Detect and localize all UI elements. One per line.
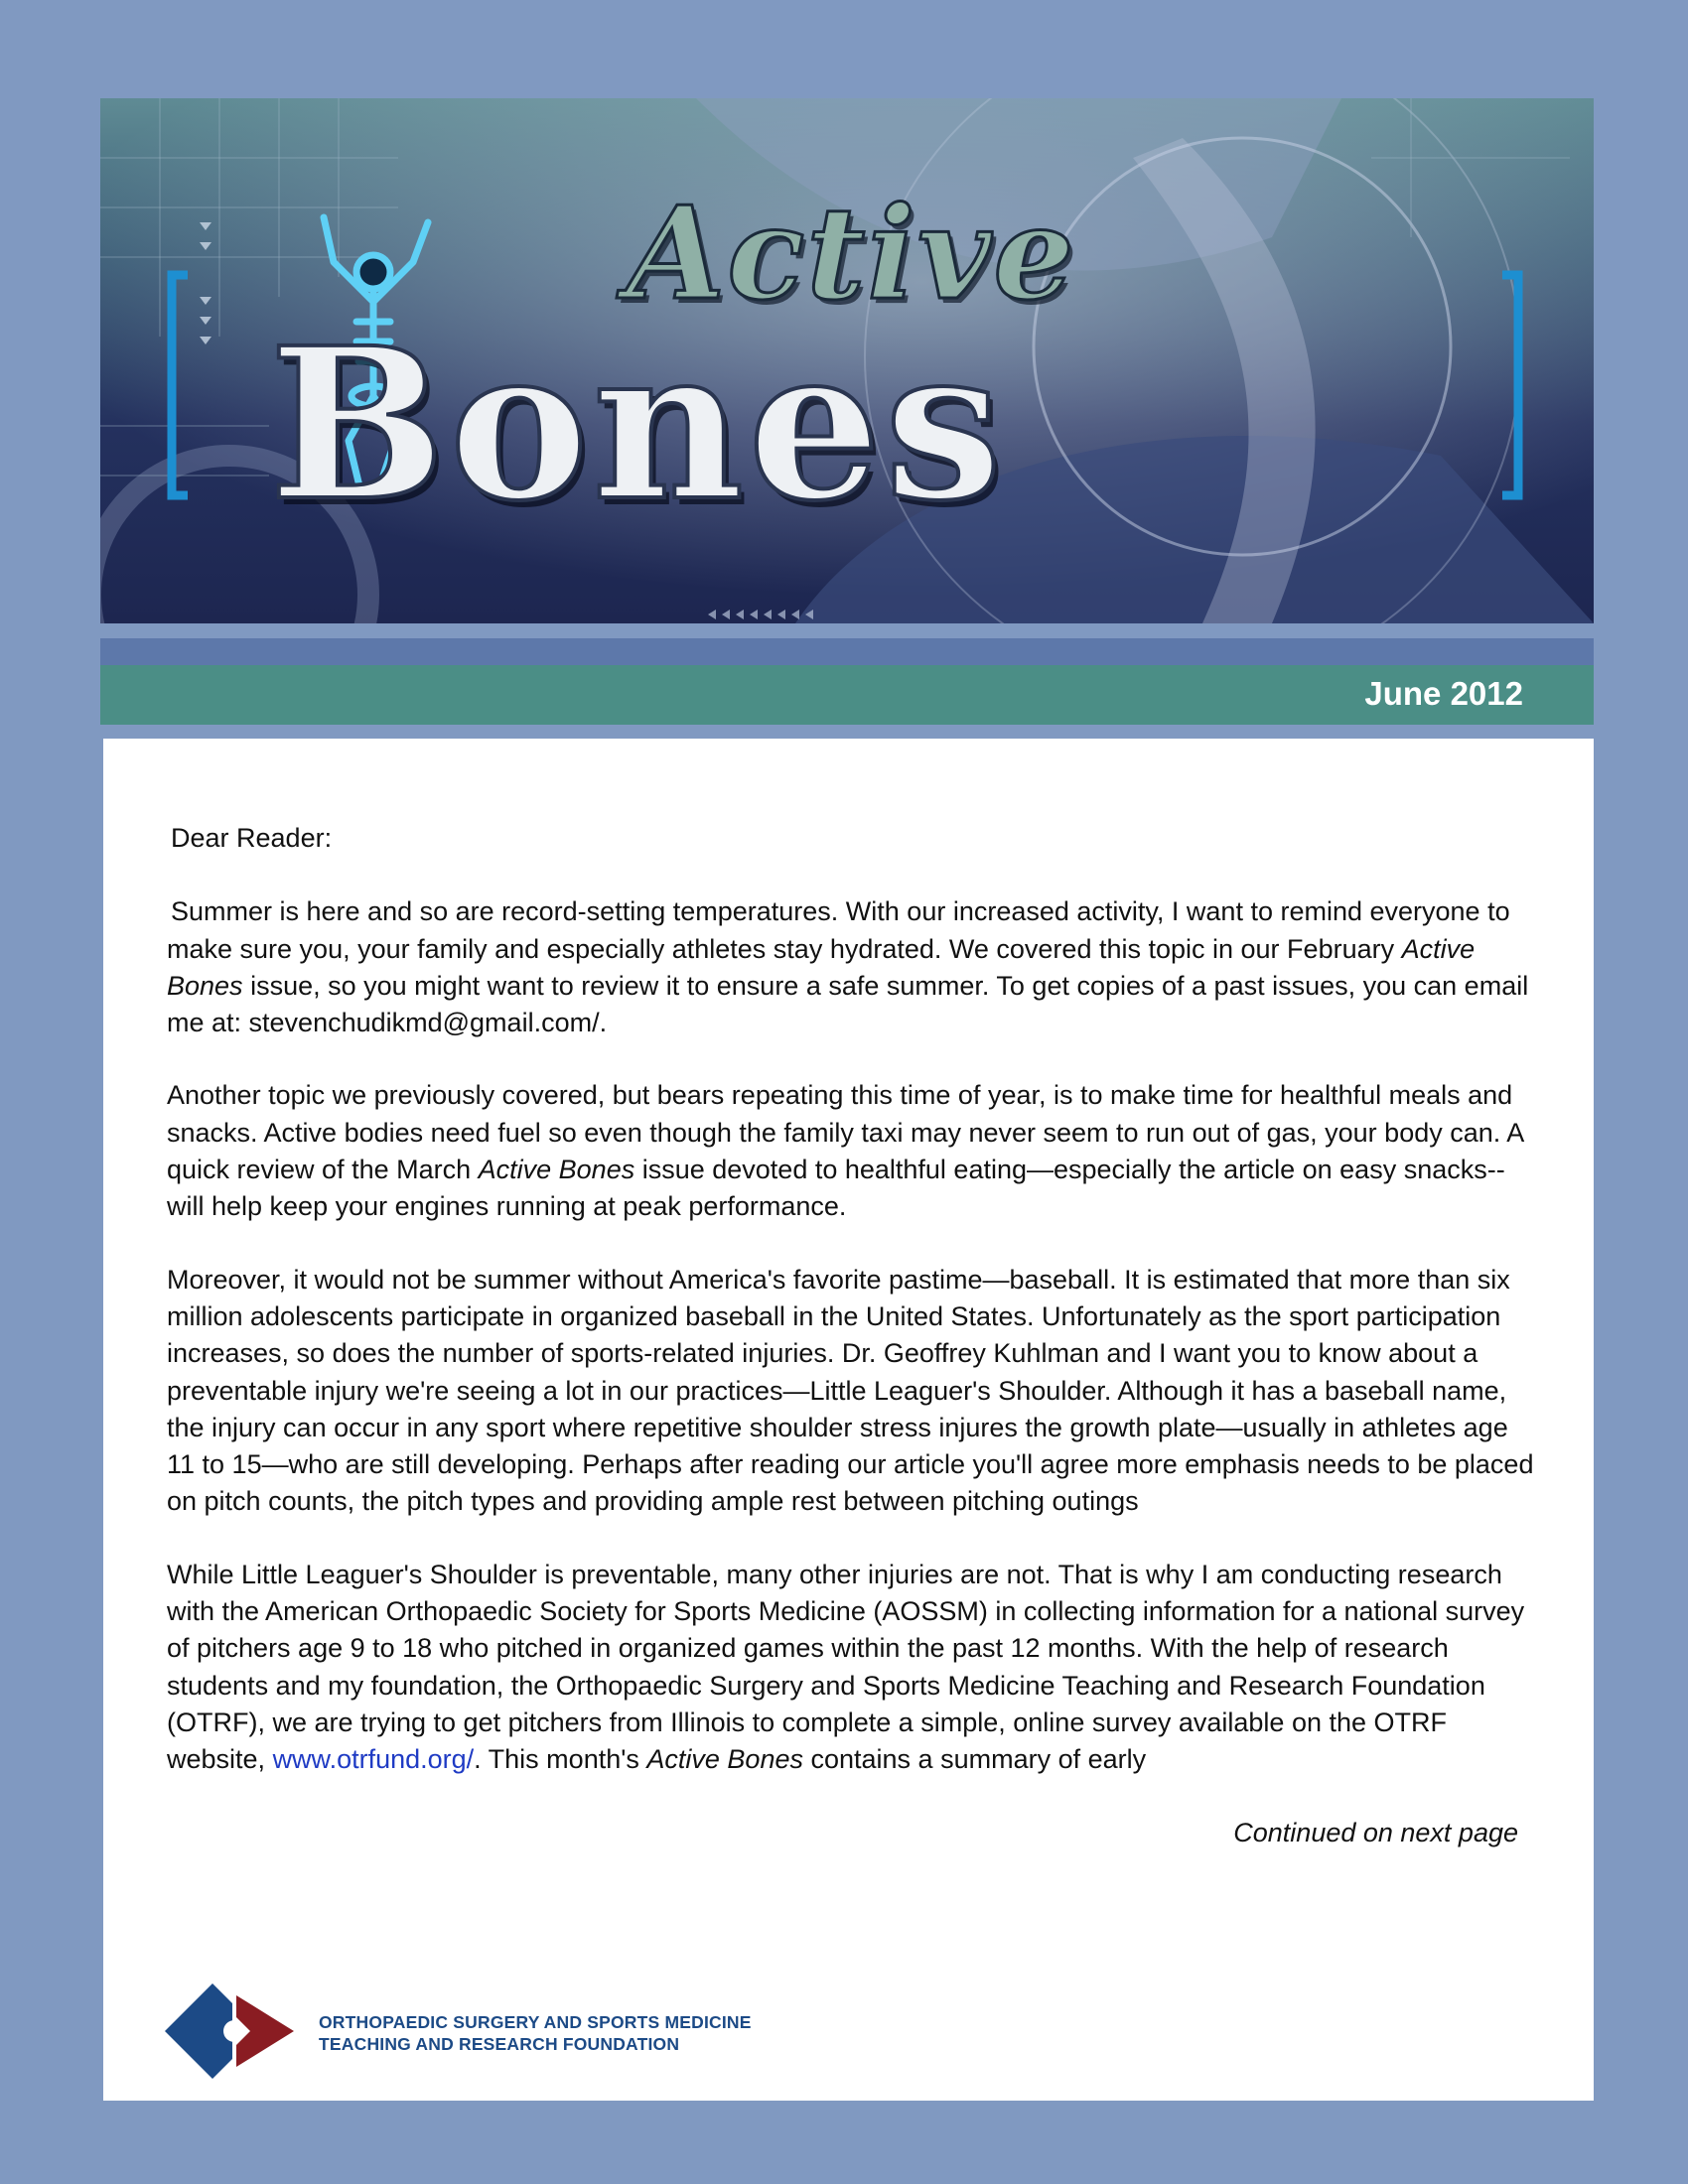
continued-note: Continued on next page [1233, 1818, 1518, 1847]
paragraph-baseball: Moreover, it would not be summer without America's favorite pastime—baseball. It is estimated that more than six million adolescents participate in organized baseball in the United States. Unfortunately as the sport participation increases, so does the number of sports-related injuries. Dr. Geoffrey Kuhlman and I want you to know about a preventable injury we're seeing a lot in our practices—Little Leaguer's Shoulder. Although it has a baseball name, the injury can occur in any sport where repetitive shoulder stress injures the growth plate—usually in athletes age 11 to 15—who are still developing. Perhaps after reading our article you'll agree more emphasis needs to be placed on pitch counts, the pitch types and providing ample rest between pitching outings [167, 1264, 1534, 1517]
otrf-website-link[interactable]: www.otrfund.org/ [272, 1744, 475, 1775]
paragraph-survey [167, 1557, 1537, 1779]
masthead-banner [100, 98, 1594, 623]
text-run: . This month's [474, 1744, 647, 1775]
text-run: issue, so you might want to review it to ensure a safe summer. To get copies of a past issues, you can email me at: stevenchudikmd@gmail.com/. [167, 970, 1529, 1038]
foundation-logo-icon [165, 1983, 294, 2079]
publication-title: Active Bones [478, 1155, 635, 1185]
issue-date: June 2012 [1364, 675, 1523, 712]
paragraph-nutrition [167, 1077, 1537, 1225]
banner-title-active: Active [627, 180, 1076, 329]
banner-title-bones: Bones [269, 302, 1007, 547]
publication-title: Active Bones [646, 1744, 803, 1775]
text-run: Another topic we previously covered, but bears repeating this time of year, is to make time for healthful meals and snacks. Active bodies need fuel so even though the family taxi may never seem to run out of gas, your body can. A quick review of the March [167, 1080, 1523, 1185]
text-run: issue devoted to healthful eating—especially the article on easy snacks--will help keep your engines running at peak performance. [167, 1155, 1505, 1222]
letter-body [167, 820, 1537, 1815]
paragraph-hydration [167, 893, 1537, 1041]
greeting: Dear Reader: [171, 823, 333, 853]
text-run: Summer is here and so are record-setting temperatures. With our increased activity, I want to remind everyone to make sure you, your family and especially athletes stay hydrated. We covered this topic in our February [167, 896, 1510, 964]
date-bar [100, 665, 1594, 725]
letter-panel [103, 739, 1594, 2101]
text-run: While Little Leaguer's Shoulder is preventable, many other injuries are not. That is why I am conducting research with the American Orthopaedic Society for Sports Medicine (AOSSM) in collecting information for a national survey of pitchers age 9 to 18 who pitched in organized games within the past 12 months. With the help of research students and my foundation, the Orthopaedic Surgery and Sports Medicine Teaching and Research Foundation (OTRF), we are trying to get pitchers from Illinois to complete a simple, online survey available on the OTRF website, [167, 1559, 1525, 1775]
header-stripe [100, 638, 1594, 665]
text-run: contains a summary of early [802, 1744, 1147, 1775]
publication-title: Active Bones [167, 933, 1476, 1001]
foundation-name-line1: ORTHOPAEDIC SURGERY AND SPORTS MEDICINE [319, 2012, 752, 2032]
foundation-name [319, 2011, 752, 2055]
foundation-name-line2: TEACHING AND RESEARCH FOUNDATION [319, 2034, 680, 2054]
